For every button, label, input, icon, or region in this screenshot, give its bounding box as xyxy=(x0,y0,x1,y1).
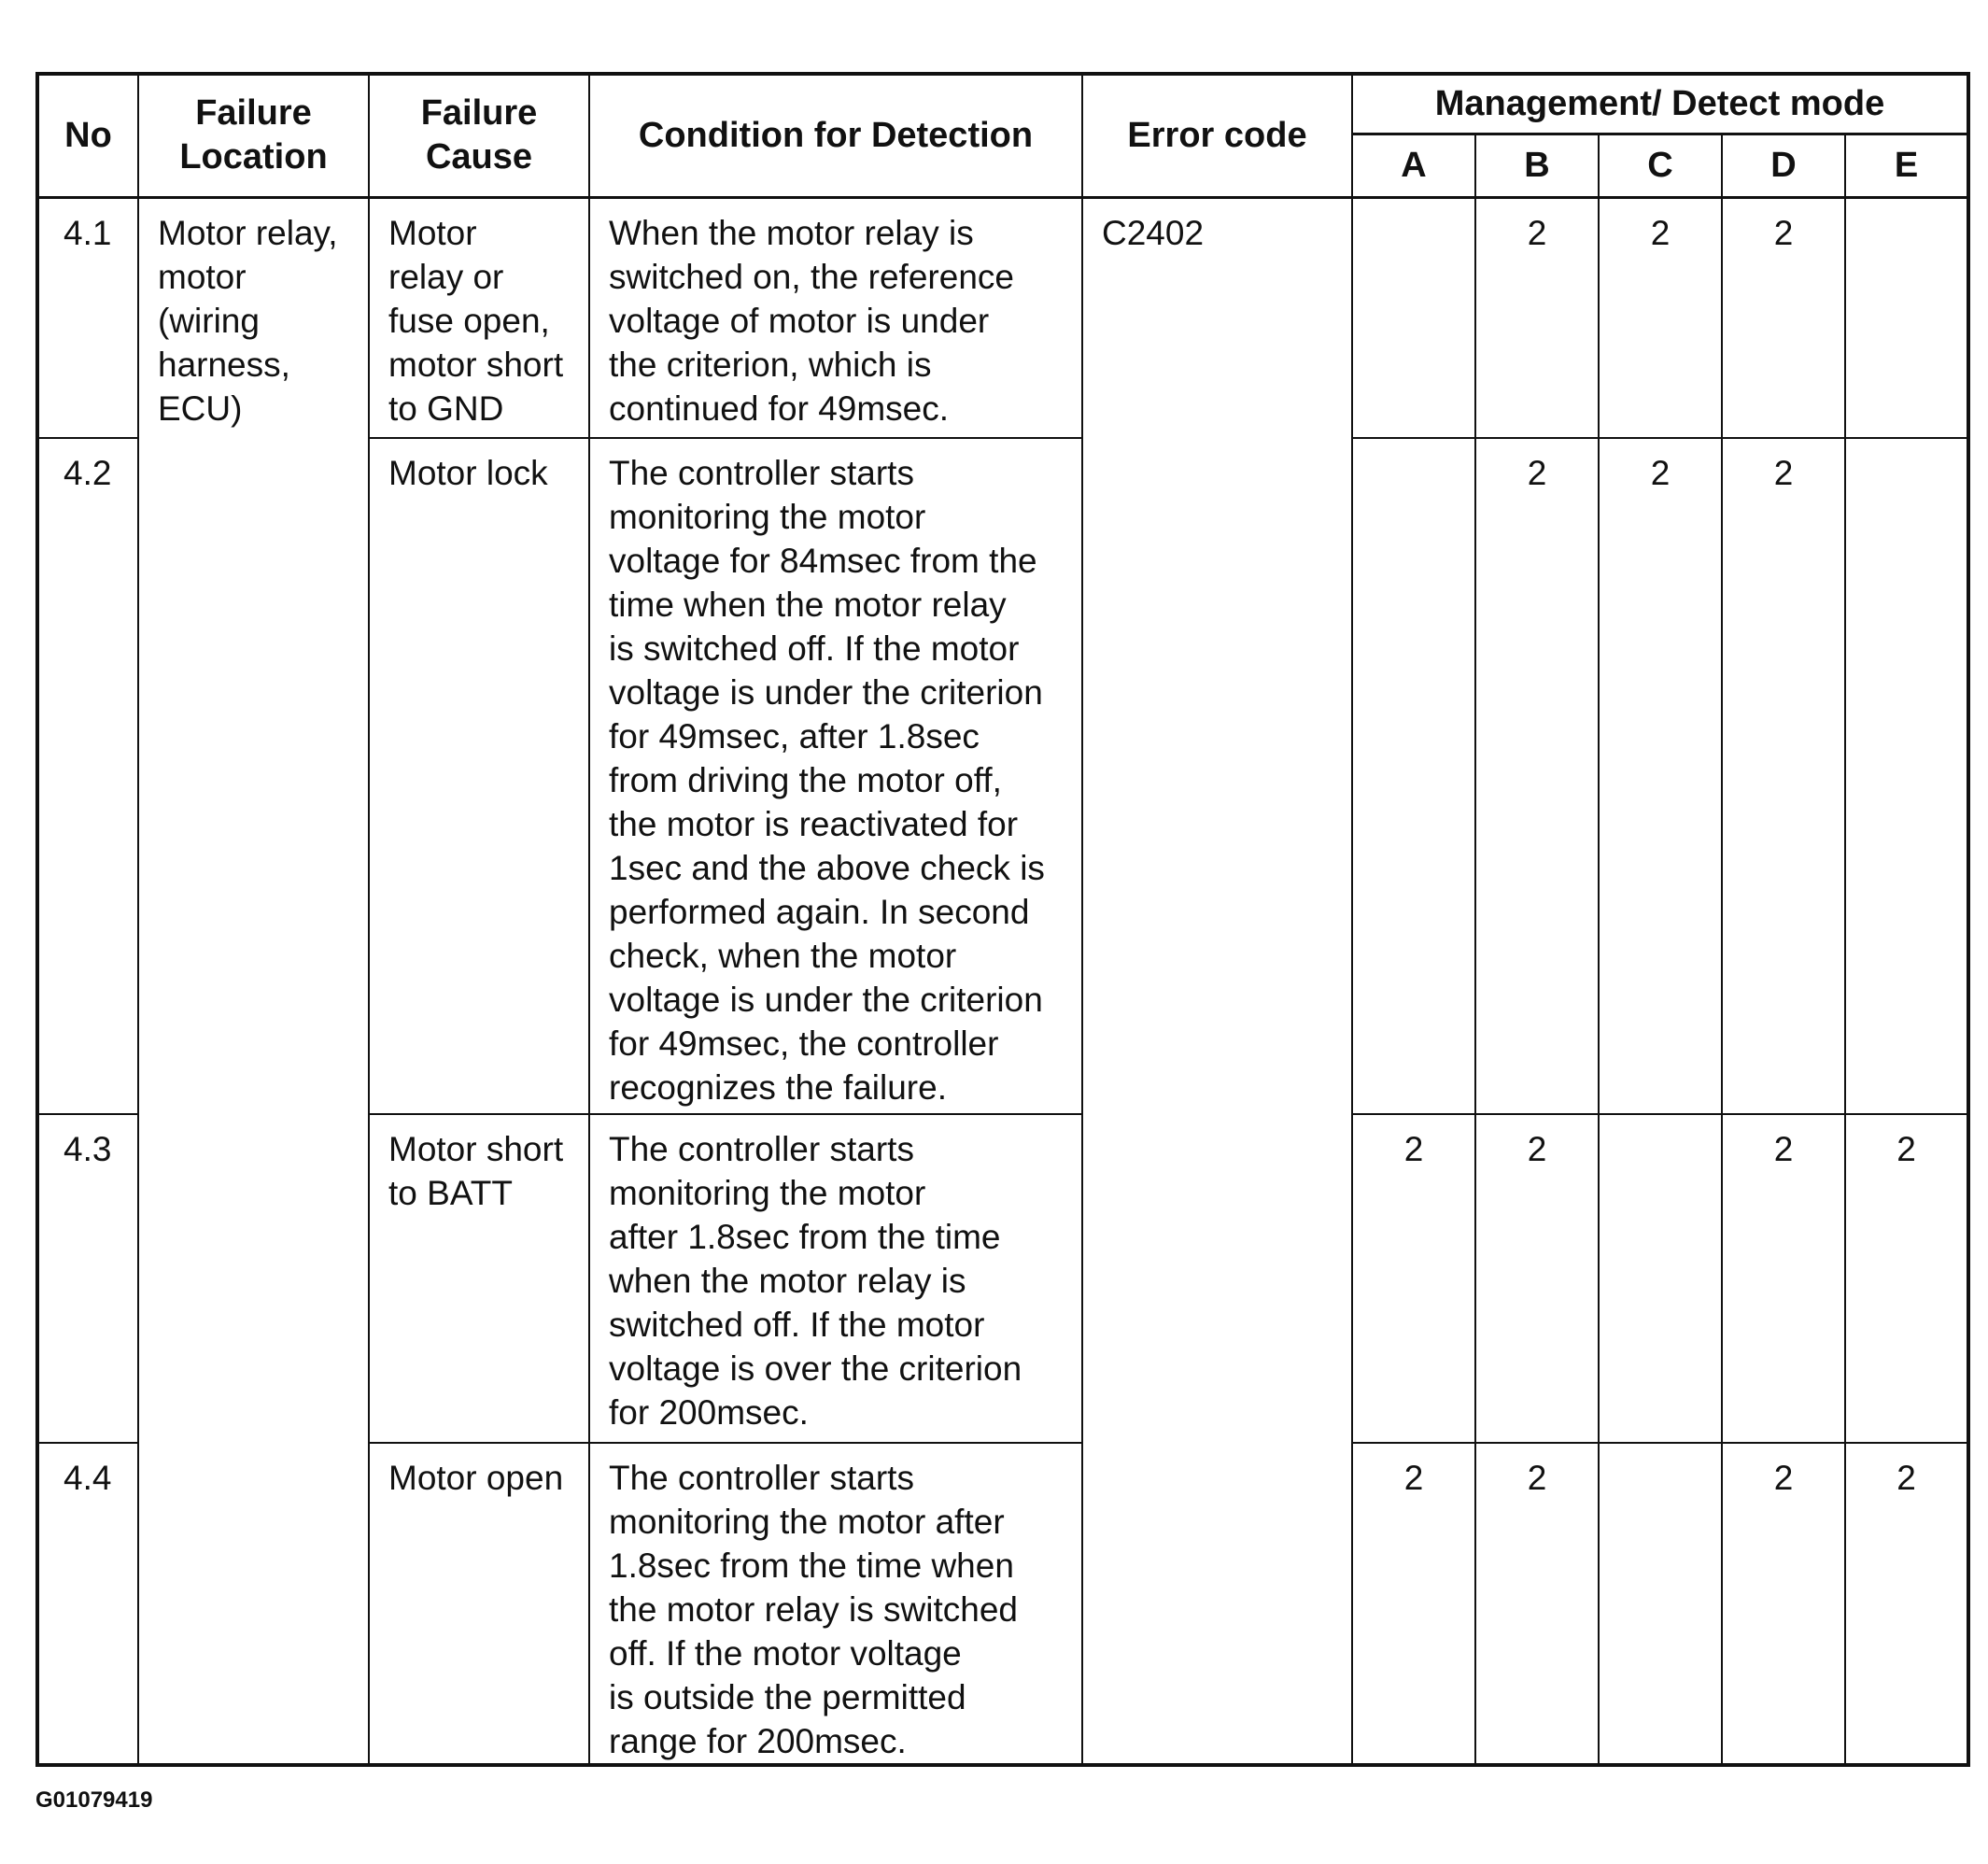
header-mode-b: B xyxy=(1475,134,1599,197)
mode-a-cell: 2 xyxy=(1352,1114,1475,1443)
header-no: No xyxy=(37,74,138,197)
mode-e-cell xyxy=(1845,438,1968,1114)
header-mode-c: C xyxy=(1599,134,1722,197)
mode-b-cell: 2 xyxy=(1475,1443,1599,1765)
mode-c-cell: 2 xyxy=(1599,197,1722,438)
header-failure-location: Failure Location xyxy=(138,74,369,197)
mode-e-cell xyxy=(1845,197,1968,438)
table-row xyxy=(37,197,1968,438)
row-no: 4.4 xyxy=(37,1443,138,1765)
mode-a-cell xyxy=(1352,438,1475,1114)
failure-cause-cell: Motor relay or fuse open, motor short to GND xyxy=(369,197,589,438)
condition-cell: The controller starts monitoring the motor voltage for 84msec from the time when the motor relay is switched off. If the motor voltage is under the criterion for 49msec, after 1.8sec from driving the motor off, the motor is reactivated for 1sec and the above check is performed again. In second check, when the motor voltage is under the criterion for 49msec, the controller recognizes the failure. xyxy=(589,438,1082,1114)
mode-c-cell xyxy=(1599,1443,1722,1765)
mode-d-cell: 2 xyxy=(1722,1114,1845,1443)
mode-d-cell: 2 xyxy=(1722,1443,1845,1765)
header-mode-e: E xyxy=(1845,134,1968,197)
header-mode-group: Management/ Detect mode xyxy=(1352,74,1968,134)
failure-cause-cell: Motor short to BATT xyxy=(369,1114,589,1443)
mode-c-cell xyxy=(1599,1114,1722,1443)
mode-b-cell: 2 xyxy=(1475,197,1599,438)
row-no: 4.1 xyxy=(37,197,138,438)
condition-cell: The controller starts monitoring the motor after 1.8sec from the time when the motor relay is switched off. If the motor voltage is over the criterion for 200msec. xyxy=(589,1114,1082,1443)
failure-cause-cell: Motor open xyxy=(369,1443,589,1765)
mode-b-cell: 2 xyxy=(1475,438,1599,1114)
condition-cell: When the motor relay is switched on, the reference voltage of motor is under the criterion, which is continued for 49msec. xyxy=(589,197,1082,438)
figure-code: G01079419 xyxy=(35,1787,153,1813)
failure-detection-table xyxy=(35,72,1970,1767)
mode-a-cell: 2 xyxy=(1352,1443,1475,1765)
row-no: 4.2 xyxy=(37,438,138,1114)
mode-e-cell: 2 xyxy=(1845,1114,1968,1443)
row-no: 4.3 xyxy=(37,1114,138,1443)
failure-cause-cell: Motor lock xyxy=(369,438,589,1114)
header-mode-d: D xyxy=(1722,134,1845,197)
mode-d-cell: 2 xyxy=(1722,197,1845,438)
failure-location-cell: Motor relay, motor (wiring harness, ECU) xyxy=(138,197,369,1765)
header-failure-cause: Failure Cause xyxy=(369,74,589,197)
mode-d-cell: 2 xyxy=(1722,438,1845,1114)
condition-cell: The controller starts monitoring the motor after 1.8sec from the time when the motor relay is switched off. If the motor voltage is outside the permitted range for 200msec. xyxy=(589,1443,1082,1765)
mode-c-cell: 2 xyxy=(1599,438,1722,1114)
mode-a-cell xyxy=(1352,197,1475,438)
mode-b-cell: 2 xyxy=(1475,1114,1599,1443)
header-condition: Condition for Detection xyxy=(589,74,1082,197)
error-code-cell: C2402 xyxy=(1082,197,1352,1765)
header-mode-a: A xyxy=(1352,134,1475,197)
header-error-code: Error code xyxy=(1082,74,1352,197)
mode-e-cell: 2 xyxy=(1845,1443,1968,1765)
